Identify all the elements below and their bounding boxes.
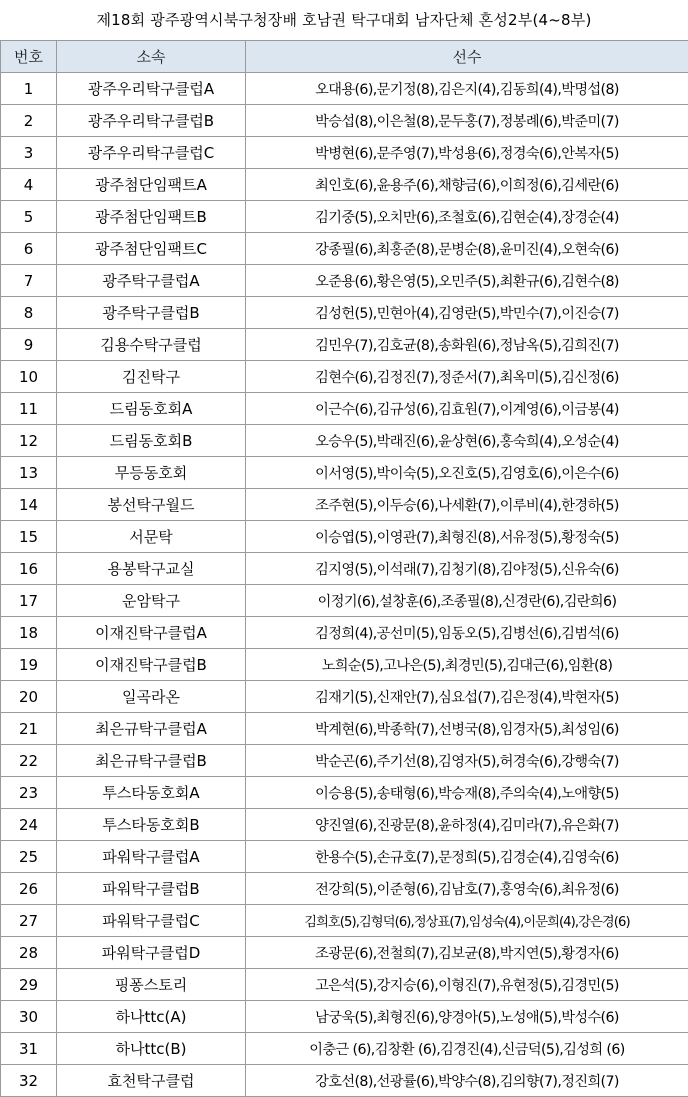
team-roster-table (0, 40, 688, 1097)
table-row (1, 265, 688, 297)
club-name-cell: 광주탁구클럽A (57, 265, 246, 297)
table-header-row (1, 41, 688, 73)
table-row (1, 137, 688, 169)
team-number-cell: 8 (1, 297, 57, 329)
club-name-cell: 드림동호회B (57, 425, 246, 457)
table-row (1, 425, 688, 457)
club-name-cell: 광주첨단임팩트B (57, 201, 246, 233)
club-name-cell: 핑퐁스토리 (57, 969, 246, 1001)
players-cell: 강종필(6),최홍준(8),문병순(8),윤미진(4),오현숙(6) (246, 233, 688, 265)
team-number-cell: 31 (1, 1033, 57, 1065)
players-cell: 한용수(5),손규호(7),문정희(5),김경순(4),김영숙(6) (246, 841, 688, 873)
table-row (1, 393, 688, 425)
team-number-cell: 16 (1, 553, 57, 585)
players-cell: 이충근 (6),김창환 (6),김경진(4),신금덕(5),김성희 (6) (246, 1033, 688, 1065)
players-cell: 이승엽(5),이영관(7),최형진(8),서유정(5),황정숙(5) (246, 521, 688, 553)
club-name-cell: 일곡라온 (57, 681, 246, 713)
team-number-cell: 4 (1, 169, 57, 201)
players-cell: 김기중(5),오치만(6),조철호(6),김현순(4),장경순(4) (246, 201, 688, 233)
table-row (1, 169, 688, 201)
team-number-cell: 6 (1, 233, 57, 265)
club-name-cell: 김진탁구 (57, 361, 246, 393)
table-row (1, 713, 688, 745)
players-cell: 조광문(6),전철희(7),김보균(8),박지연(5),황경자(6) (246, 937, 688, 969)
players-cell: 김정희(4),공선미(5),임동오(5),김병선(6),김범석(6) (246, 617, 688, 649)
table-row (1, 1033, 688, 1065)
table-body (1, 73, 688, 1097)
table-row (1, 905, 688, 937)
club-name-cell: 파워탁구클럽C (57, 905, 246, 937)
table-row (1, 809, 688, 841)
team-number-cell: 21 (1, 713, 57, 745)
club-name-cell: 최은규탁구클럽A (57, 713, 246, 745)
club-name-cell: 봉선탁구월드 (57, 489, 246, 521)
club-name-cell: 투스타동호회A (57, 777, 246, 809)
team-number-cell: 11 (1, 393, 57, 425)
players-cell: 이정기(6),설창훈(6),조종필(8),신경란(6),김란희6) (246, 585, 688, 617)
table-row (1, 297, 688, 329)
players-cell: 이근수(6),김규성(6),김효원(7),이계영(6),이금봉(4) (246, 393, 688, 425)
players-cell: 이서영(5),박이숙(5),오진호(5),김영호(6),이은수(6) (246, 457, 688, 489)
team-number-cell: 19 (1, 649, 57, 681)
players-cell: 전강희(5),이준형(6),김남호(7),홍영숙(6),최유정(6) (246, 873, 688, 905)
team-number-cell: 7 (1, 265, 57, 297)
team-number-cell: 18 (1, 617, 57, 649)
club-name-cell: 이재진탁구클럽B (57, 649, 246, 681)
club-name-cell: 광주우리탁구클럽C (57, 137, 246, 169)
players-cell: 최인호(6),윤용주(6),채향금(6),이희정(6),김세란(6) (246, 169, 688, 201)
team-number-cell: 9 (1, 329, 57, 361)
players-cell: 김민우(7),김호균(8),송화원(6),정남옥(5),김희진(7) (246, 329, 688, 361)
team-number-cell: 22 (1, 745, 57, 777)
team-number-cell: 24 (1, 809, 57, 841)
players-cell: 오승우(5),박래진(6),윤상현(6),홍숙희(4),오성순(4) (246, 425, 688, 457)
column-header-number: 번호 (1, 41, 57, 73)
players-cell: 박순곤(6),주기선(8),김영자(5),허경숙(6),강행숙(7) (246, 745, 688, 777)
team-number-cell: 23 (1, 777, 57, 809)
table-row (1, 457, 688, 489)
club-name-cell: 무등동호회 (57, 457, 246, 489)
players-cell: 양진열(6),진광문(8),윤하정(4),김미라(7),유은화(7) (246, 809, 688, 841)
club-name-cell: 최은규탁구클럽B (57, 745, 246, 777)
team-number-cell: 26 (1, 873, 57, 905)
club-name-cell: 서문탁 (57, 521, 246, 553)
table-row (1, 745, 688, 777)
players-cell: 김재기(5),신재안(7),심요섭(7),김은정(4),박현자(5) (246, 681, 688, 713)
table-row (1, 649, 688, 681)
club-name-cell: 투스타동호회B (57, 809, 246, 841)
players-cell: 김성헌(5),민현아(4),김영란(5),박민수(7),이진승(7) (246, 297, 688, 329)
table-row (1, 489, 688, 521)
team-number-cell: 30 (1, 1001, 57, 1033)
club-name-cell: 파워탁구클럽D (57, 937, 246, 969)
table-row (1, 233, 688, 265)
table-row (1, 201, 688, 233)
team-number-cell: 3 (1, 137, 57, 169)
table-row (1, 73, 688, 105)
players-cell: 박계현(6),박종학(7),선병국(8),임경자(5),최성임(6) (246, 713, 688, 745)
team-number-cell: 13 (1, 457, 57, 489)
team-number-cell: 28 (1, 937, 57, 969)
team-number-cell: 29 (1, 969, 57, 1001)
club-name-cell: 드림동호회A (57, 393, 246, 425)
table-row (1, 1001, 688, 1033)
players-cell: 강호선(8),선광률(6),박양수(8),김의향(7),정진희(7) (246, 1065, 688, 1097)
team-number-cell: 10 (1, 361, 57, 393)
team-number-cell: 27 (1, 905, 57, 937)
players-cell: 박승섭(8),이은철(8),문두홍(7),정봉례(6),박준미(7) (246, 105, 688, 137)
players-cell: 김지영(5),이석래(7),김청기(8),김야정(5),신유숙(6) (246, 553, 688, 585)
club-name-cell: 광주우리탁구클럽A (57, 73, 246, 105)
column-header-players: 선수 (246, 41, 688, 73)
players-cell: 박병현(6),문주영(7),박성용(6),정경숙(6),안복자(5) (246, 137, 688, 169)
table-row (1, 105, 688, 137)
table-row (1, 937, 688, 969)
team-number-cell: 25 (1, 841, 57, 873)
club-name-cell: 광주우리탁구클럽B (57, 105, 246, 137)
players-cell: 남궁욱(5),최형진(6),양경아(5),노성애(5),박성수(6) (246, 1001, 688, 1033)
team-number-cell: 14 (1, 489, 57, 521)
table-row (1, 617, 688, 649)
page-title: 제18회 광주광역시북구청장배 호남권 탁구대회 남자단체 혼성2부(4~8부) (0, 0, 688, 40)
players-cell: 조주현(5),이두승(6),나세환(7),이루비(4),한경하(5) (246, 489, 688, 521)
club-name-cell: 하나ttc(A) (57, 1001, 246, 1033)
table-row (1, 841, 688, 873)
club-name-cell: 효천탁구클럽 (57, 1065, 246, 1097)
table-row (1, 329, 688, 361)
team-number-cell: 5 (1, 201, 57, 233)
club-name-cell: 광주탁구클럽B (57, 297, 246, 329)
table-row (1, 1065, 688, 1097)
club-name-cell: 운암탁구 (57, 585, 246, 617)
team-number-cell: 12 (1, 425, 57, 457)
club-name-cell: 파워탁구클럽A (57, 841, 246, 873)
players-cell: 김희호(5),김형덕(6),정상표(7),임성숙(4),이문희(4),강은경(6) (246, 905, 688, 937)
table-row (1, 361, 688, 393)
team-number-cell: 17 (1, 585, 57, 617)
club-name-cell: 광주첨단임팩트A (57, 169, 246, 201)
players-cell: 김현수(6),김정진(7),정준서(7),최옥미(5),김신정(6) (246, 361, 688, 393)
table-row (1, 553, 688, 585)
team-number-cell: 32 (1, 1065, 57, 1097)
club-name-cell: 하나ttc(B) (57, 1033, 246, 1065)
players-cell: 노희순(5),고나은(5),최경민(5),김대근(6),임환(8) (246, 649, 688, 681)
club-name-cell: 광주첨단임팩트C (57, 233, 246, 265)
column-header-club: 소속 (57, 41, 246, 73)
players-cell: 오대용(6),문기정(8),김은지(4),김동희(4),박명섭(8) (246, 73, 688, 105)
team-number-cell: 15 (1, 521, 57, 553)
players-cell: 이승용(5),송태형(6),박승재(8),주의숙(4),노애향(5) (246, 777, 688, 809)
club-name-cell: 파워탁구클럽B (57, 873, 246, 905)
team-number-cell: 1 (1, 73, 57, 105)
table-row (1, 521, 688, 553)
players-cell: 고은석(5),강지승(6),이형진(7),유현정(5),김경민(5) (246, 969, 688, 1001)
club-name-cell: 김용수탁구클럽 (57, 329, 246, 361)
table-row (1, 873, 688, 905)
table-row (1, 585, 688, 617)
table-row (1, 777, 688, 809)
club-name-cell: 이재진탁구클럽A (57, 617, 246, 649)
players-cell: 오준용(6),황은영(5),오민주(5),최환규(6),김현수(8) (246, 265, 688, 297)
table-row (1, 681, 688, 713)
team-number-cell: 2 (1, 105, 57, 137)
club-name-cell: 용봉탁구교실 (57, 553, 246, 585)
table-row (1, 969, 688, 1001)
team-number-cell: 20 (1, 681, 57, 713)
